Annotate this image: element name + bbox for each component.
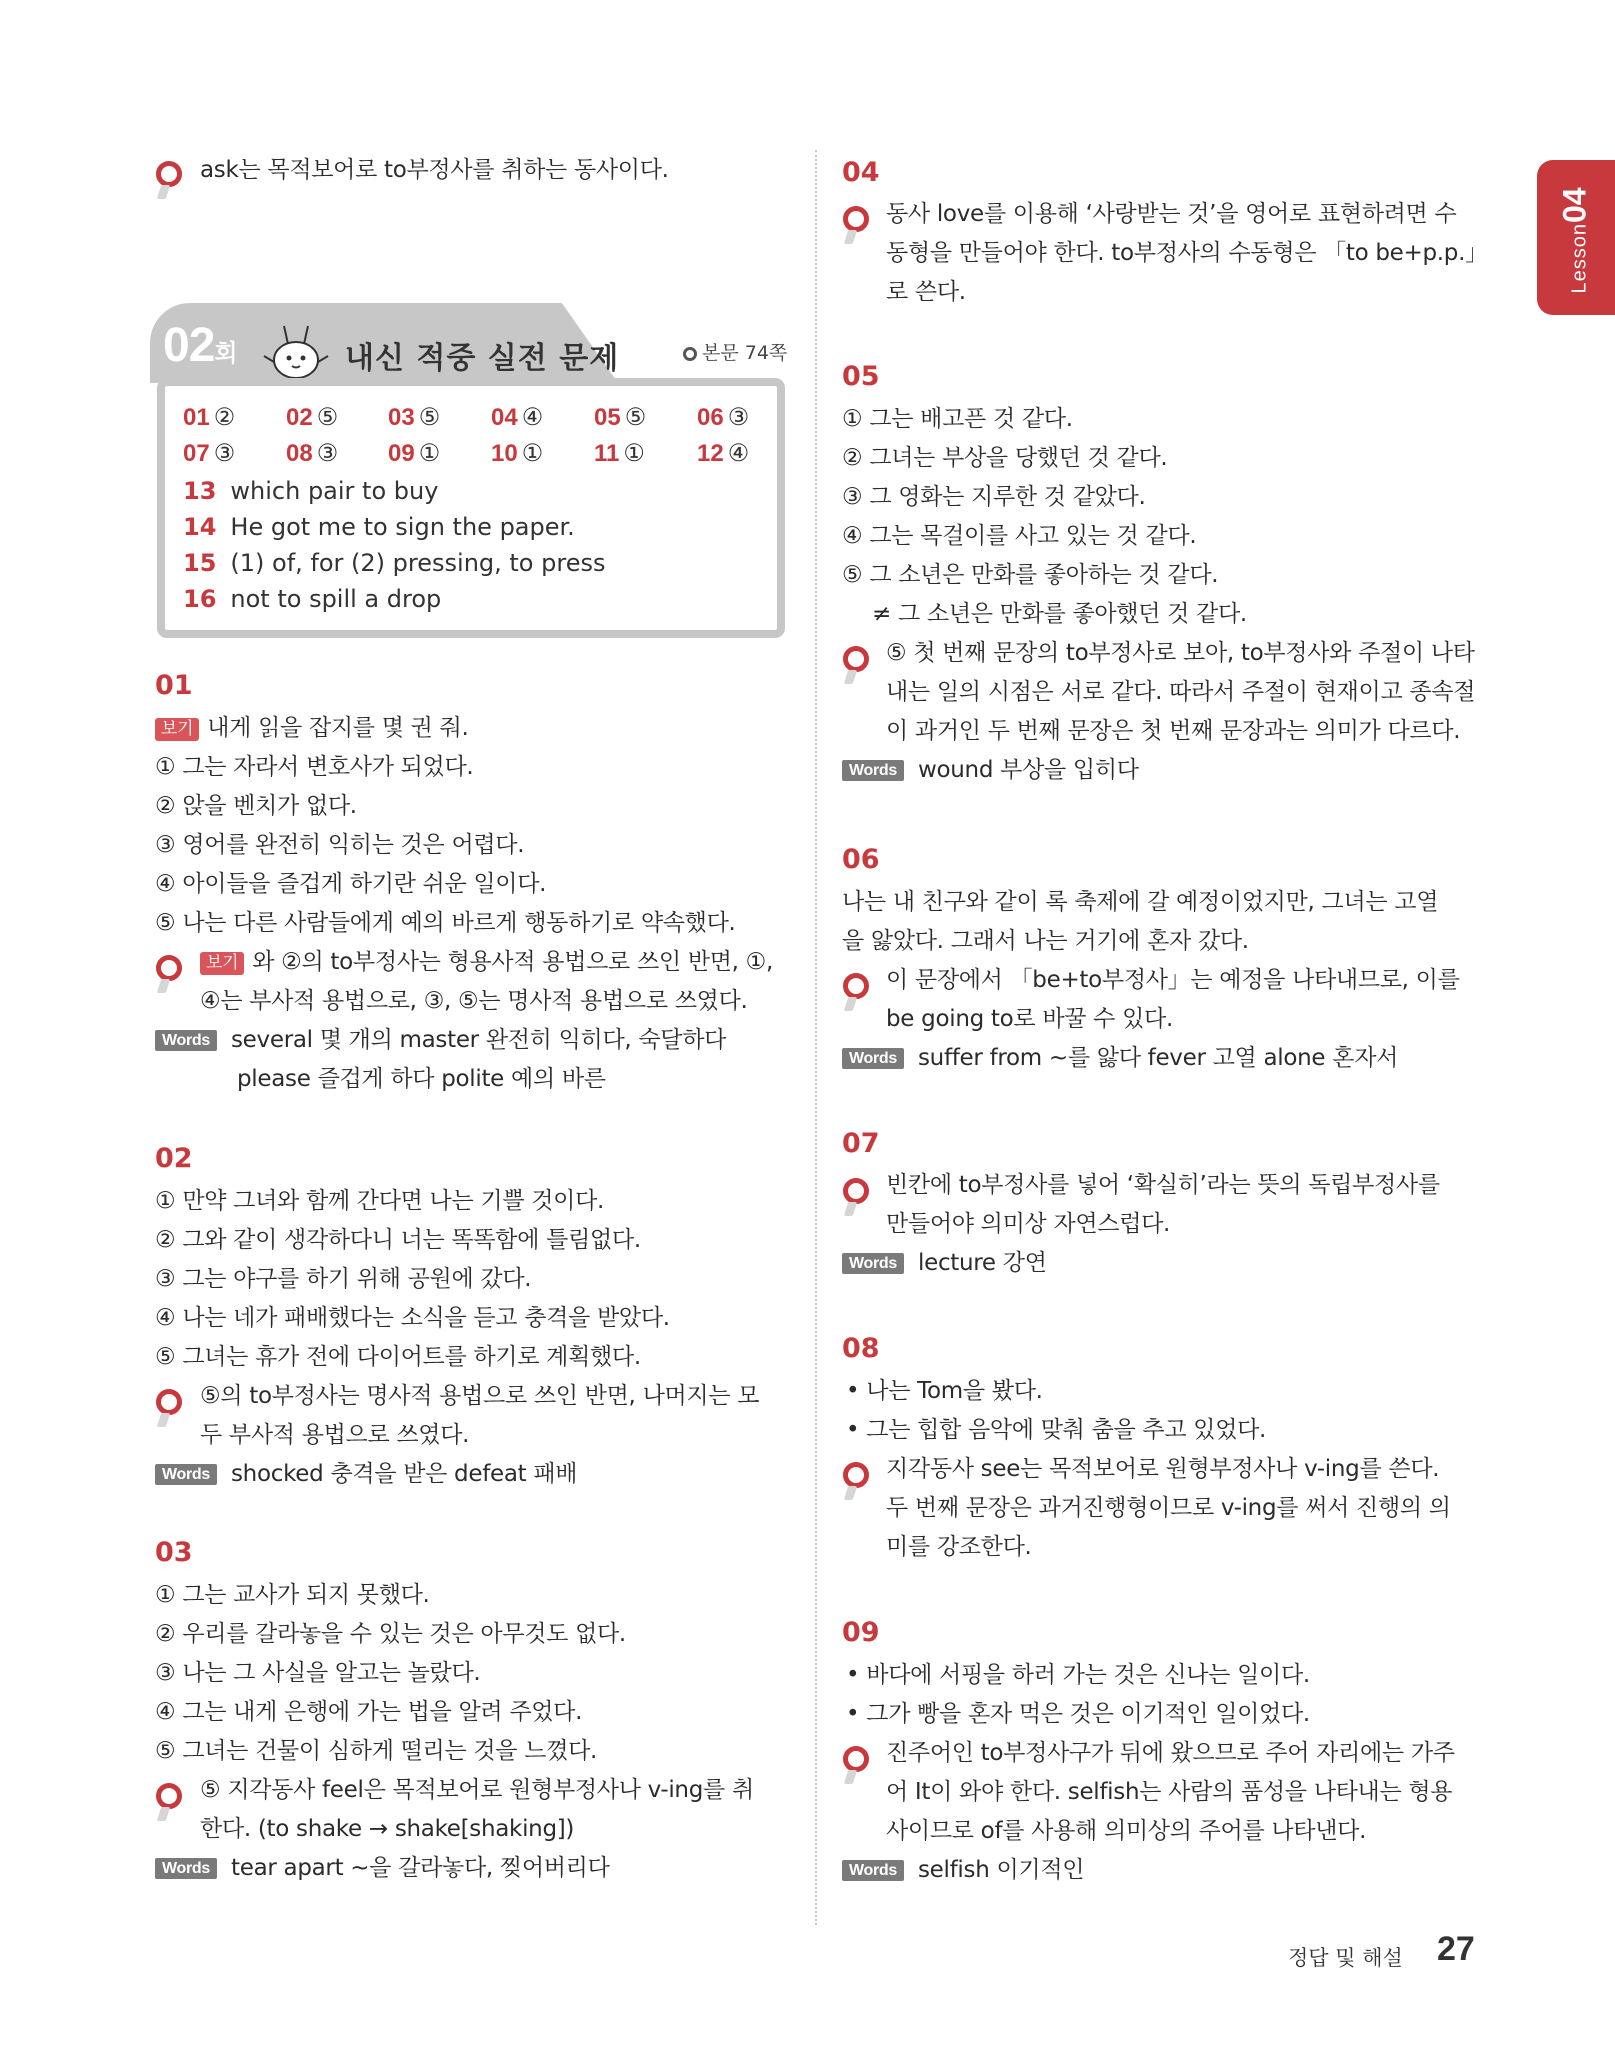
words-line: Words several 몇 개의 master 완전히 익히다, 숙달하다	[155, 1025, 726, 1055]
explanation: 미를 강조한다.	[886, 1534, 1032, 1560]
option: ④ 나는 네가 패배했다는 소식을 듣고 충격을 받았다.	[155, 1305, 670, 1331]
explanation: 동사 love를 이용해 ‘사랑받는 것’을 영어로 표현하려면 수	[886, 201, 1457, 227]
bogi-badge: 보기	[200, 952, 244, 975]
option: ④ 그는 내게 은행에 가는 법을 알려 주었다.	[155, 1699, 583, 1725]
option: ③ 영어를 완전히 익히는 것은 어렵다.	[155, 832, 525, 858]
column-divider	[815, 150, 817, 1925]
explanation: 내는 일의 시점은 서로 같다. 따라서 주절이 현재이고 종속절	[886, 679, 1476, 705]
key-icon	[842, 205, 872, 245]
words-badge: Words	[155, 1464, 217, 1485]
words-badge: Words	[842, 1253, 904, 1274]
answer-line: 14 He got me to sign the paper.	[183, 513, 575, 541]
option: ③ 그는 야구를 하기 위해 공원에 갔다.	[155, 1266, 532, 1292]
answer-item: 11 ①	[594, 440, 645, 467]
page-reference: 본문 74쪽	[683, 338, 787, 365]
lesson-label: Lesson	[1568, 223, 1591, 294]
bullet-sentence: • 그는 힙합 음악에 맞춰 춤을 추고 있었다.	[846, 1417, 1267, 1443]
question-number: 07	[842, 1128, 880, 1159]
intro-note: ask는 목적보어로 to부정사를 취하는 동사이다.	[200, 157, 669, 183]
key-icon	[155, 160, 185, 200]
answer-item: 05 ⑤	[594, 404, 647, 431]
footer-label: 정답 및 해설	[1288, 1946, 1403, 1970]
answer-item: 08 ③	[286, 440, 339, 467]
explanation: be going to로 바꿀 수 있다.	[886, 1006, 1173, 1032]
words-badge: Words	[842, 1860, 904, 1881]
answer-item: 06 ③	[697, 404, 750, 431]
bogi-badge: 보기	[155, 718, 199, 741]
explanation: 어 It이 와야 한다. selfish는 사람의 품성을 나타내는 형용	[886, 1779, 1453, 1805]
circle-icon	[683, 347, 697, 361]
option: ③ 나는 그 사실을 알고는 놀랐다.	[155, 1660, 481, 1686]
key-icon	[842, 1461, 872, 1501]
question-number: 05	[842, 361, 880, 392]
question-number: 06	[842, 844, 880, 875]
explanation: 이 문장에서 「be+to부정사」는 예정을 나타내므로, 이를	[886, 967, 1460, 993]
answer-box-heading: 내신 적중 실전 문제	[345, 341, 620, 376]
not-equal-line: ≠ 그 소년은 만화를 좋아했던 것 같다.	[872, 601, 1247, 627]
answer-item: 10 ①	[491, 440, 544, 467]
words-line: Words suffer from ~를 앓다 fever 고열 alone 혼자서	[842, 1043, 1398, 1073]
key-icon	[842, 972, 872, 1012]
lesson-tab	[1537, 160, 1615, 315]
page-number: 27	[1437, 1930, 1475, 1968]
option: ⑤ 그녀는 건물이 심하게 떨리는 것을 느꼈다.	[155, 1738, 598, 1764]
explanation: ④는 부사적 용법으로, ③, ⑤는 명사적 용법으로 쓰였다.	[200, 988, 748, 1014]
passage: 을 앓았다. 그래서 나는 거기에 혼자 갔다.	[842, 928, 1249, 954]
words-badge: Words	[842, 1048, 904, 1069]
words-line: Words shocked 충격을 받은 defeat 패배	[155, 1459, 577, 1489]
words-line: please 즐겁게 하다 polite 예의 바른	[237, 1066, 606, 1092]
answer-line: 15 (1) of, for (2) pressing, to press	[183, 549, 606, 577]
words-line: Words selfish 이기적인	[842, 1855, 1084, 1885]
answer-item: 12 ④	[697, 440, 750, 467]
bullet-sentence: • 나는 Tom을 봤다.	[846, 1378, 1043, 1404]
option: ④ 아이들을 즐겁게 하기란 쉬운 일이다.	[155, 871, 547, 897]
answer-item: 07 ③	[183, 440, 236, 467]
key-icon	[842, 1177, 872, 1217]
option: ② 그녀는 부상을 당했던 것 같다.	[842, 445, 1168, 471]
answer-item: 09 ①	[388, 440, 441, 467]
option: ① 그는 배고픈 것 같다.	[842, 406, 1073, 432]
words-badge: Words	[155, 1858, 217, 1879]
option: ② 앉을 벤치가 없다.	[155, 793, 357, 819]
explanation: 진주어인 to부정사구가 뒤에 왔으므로 주어 자리에는 가주	[886, 1740, 1455, 1766]
bunny-mascot-icon	[262, 322, 330, 382]
key-icon	[155, 954, 185, 994]
answer-item: 02 ⑤	[286, 404, 339, 431]
answer-line: 16 not to spill a drop	[183, 585, 442, 613]
answer-line: 13 which pair to buy	[183, 477, 439, 505]
explanation: 한다. (to shake → shake[shaking])	[200, 1816, 575, 1842]
words-badge: Words	[842, 760, 904, 781]
explanation: 두 번째 문장은 과거진행형이므로 v-ing를 써서 진행의 의	[886, 1495, 1451, 1521]
option: ③ 그 영화는 지루한 것 같았다.	[842, 484, 1146, 510]
option: ② 그와 같이 생각하다니 너는 똑똑함에 틀림없다.	[155, 1227, 641, 1253]
words-line: Words tear apart ~을 갈라놓다, 찢어버리다	[155, 1853, 610, 1883]
answer-item: 01 ②	[183, 404, 236, 431]
question-number: 02	[155, 1143, 193, 1174]
explanation: 빈칸에 to부정사를 넣어 ‘확실히’라는 뜻의 독립부정사를	[886, 1172, 1440, 1198]
lesson-number: 04	[1556, 187, 1593, 224]
words-line: Words lecture 강연	[842, 1248, 1047, 1278]
option: ① 그는 자라서 변호사가 되었다.	[155, 754, 474, 780]
option: ② 우리를 갈라놓을 수 있는 것은 아무것도 없다.	[155, 1621, 626, 1647]
key-icon	[155, 1388, 185, 1428]
explanation: 동형을 만들어야 한다. to부정사의 수동형은 「to be+p.p.」	[886, 240, 1488, 266]
answer-item: 04 ④	[491, 404, 544, 431]
answer-item: 03 ⑤	[388, 404, 441, 431]
option: ① 만약 그녀와 함께 간다면 나는 기쁠 것이다.	[155, 1188, 605, 1214]
explanation: 두 부사적 용법으로 쓰였다.	[200, 1422, 470, 1448]
explanation: 만들어야 의미상 자연스럽다.	[886, 1211, 1171, 1237]
explanation: 로 쓴다.	[886, 279, 966, 305]
question-number: 04	[842, 157, 880, 188]
option: ⑤ 그녀는 휴가 전에 다이어트를 하기로 계획했다.	[155, 1344, 641, 1370]
question-number: 01	[155, 670, 193, 701]
option: ① 그는 교사가 되지 못했다.	[155, 1582, 430, 1608]
explanation: 사이므로 of를 사용해 의미상의 주어를 나타낸다.	[886, 1818, 1367, 1844]
explanation: 보기 와 ②의 to부정사는 형용사적 용법으로 쓰인 반면, ①,	[200, 947, 773, 977]
explanation: 이 과거인 두 번째 문장은 첫 번째 문장과는 의미가 다르다.	[886, 718, 1461, 744]
bogi-line: 보기 내게 읽을 잡지를 몇 권 줘.	[155, 713, 469, 743]
question-number: 09	[842, 1617, 880, 1648]
question-number: 08	[842, 1333, 880, 1364]
explanation: ⑤ 지각동사 feel은 목적보어로 원형부정사나 v-ing를 취	[200, 1777, 754, 1803]
explanation: ⑤의 to부정사는 명사적 용법으로 쓰인 반면, 나머지는 모	[200, 1383, 760, 1409]
round-title: 02회	[163, 319, 237, 372]
words-line: Words wound 부상을 입히다	[842, 755, 1139, 785]
key-icon	[155, 1782, 185, 1822]
bullet-sentence: • 그가 빵을 혼자 먹은 것은 이기적인 일이었다.	[846, 1701, 1310, 1727]
explanation: 지각동사 see는 목적보어로 원형부정사나 v-ing를 쓴다.	[886, 1456, 1440, 1482]
question-number: 03	[155, 1537, 193, 1568]
passage: 나는 내 친구와 같이 록 축제에 갈 예정이었지만, 그녀는 고열	[842, 889, 1439, 915]
key-icon	[842, 645, 872, 685]
option: ④ 그는 목걸이를 사고 있는 것 같다.	[842, 523, 1197, 549]
words-badge: Words	[155, 1030, 217, 1051]
option: ⑤ 나는 다른 사람들에게 예의 바르게 행동하기로 약속했다.	[155, 910, 736, 936]
key-icon	[842, 1745, 872, 1785]
option: ⑤ 그 소년은 만화를 좋아하는 것 같다.	[842, 562, 1219, 588]
explanation: ⑤ 첫 번째 문장의 to부정사로 보아, to부정사와 주절이 나타	[886, 640, 1475, 666]
bullet-sentence: • 바다에 서핑을 하러 가는 것은 신나는 일이다.	[846, 1662, 1310, 1688]
